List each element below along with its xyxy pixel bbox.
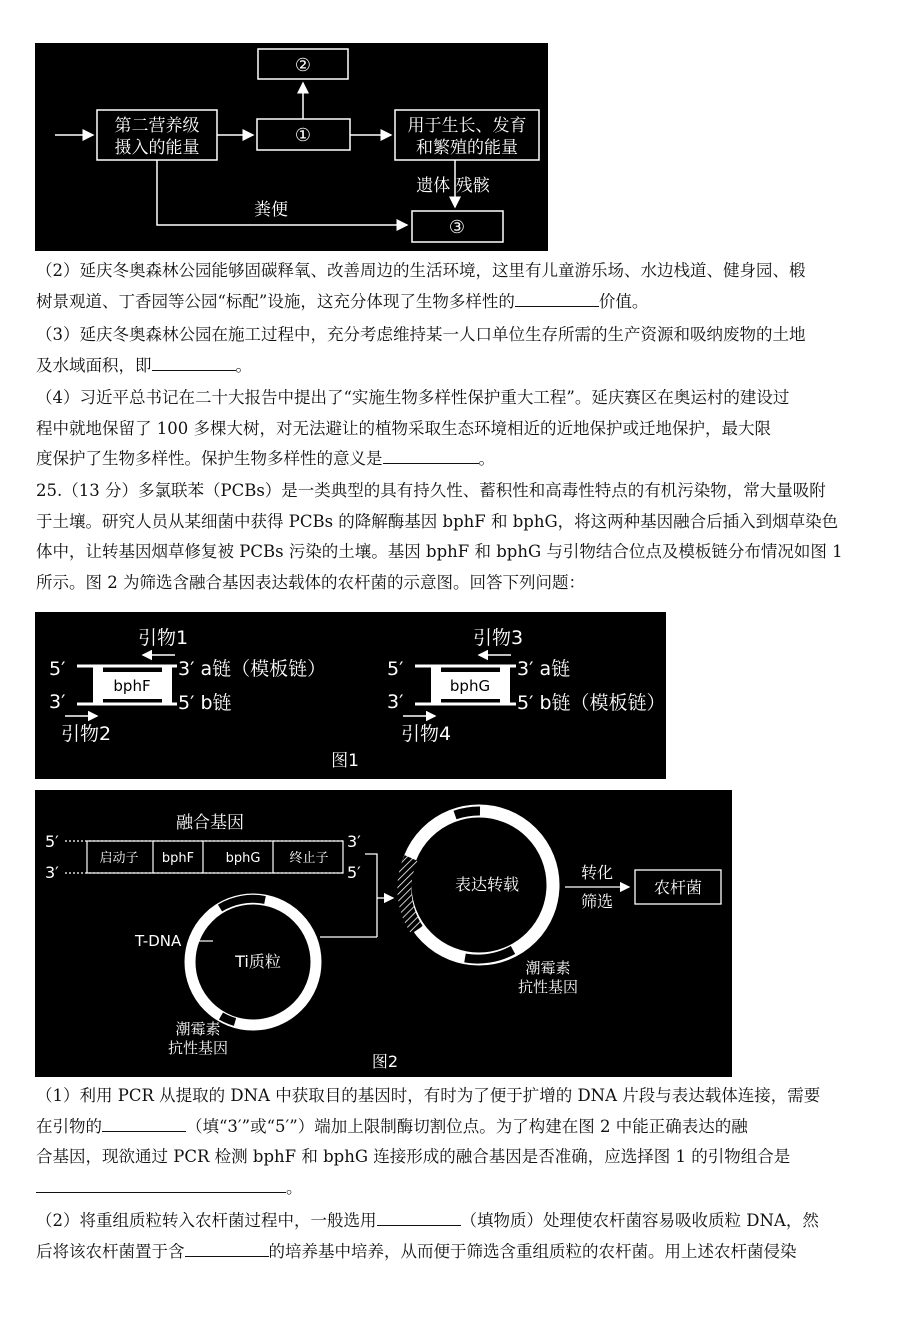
left-5prime: 5′ <box>49 658 66 680</box>
answer-blank[interactable] <box>36 1177 286 1193</box>
intake-line2: 摄入的能量 <box>114 138 200 158</box>
figure-1 <box>35 612 666 779</box>
left-b-chain-label: 5′ b链 <box>178 692 232 714</box>
q25-q1-line4-tail: 。 <box>286 1177 303 1197</box>
vector-hyg-line2: 抗性基因 <box>517 978 579 996</box>
q25-part1 <box>36 1081 866 1203</box>
label-circle3: ③ <box>448 217 466 238</box>
q25-q1-line2-head: 在引物的 <box>36 1116 102 1136</box>
answer-blank[interactable] <box>102 1116 186 1132</box>
q25-q2-line2-tail: 的培养基中培养，从而便于筛选含重组质粒的农杆菌。用上述农杆菌侵染 <box>268 1241 797 1261</box>
q24-p2-line1: （2）延庆冬奥森林公园能够固碳释氧、改善周边的生活环境，这里有儿童游乐场、水边栈道、健身园、 <box>36 261 789 280</box>
q24-p2-tail: 价值。 <box>598 291 649 311</box>
construct-3prime-left: 3′ <box>45 863 59 882</box>
q25-intro-line1: 25.（13 分）多氯联苯（PCBs）是一类典型的具有持久性、蓄积性和高毒性特点的有机污染物，常大量吸附 <box>36 481 826 500</box>
answer-blank[interactable] <box>383 448 479 464</box>
figure-2 <box>35 790 732 1077</box>
right-3prime: 3′ <box>387 691 404 713</box>
q24-p3-line1: （3）延庆冬奥森林公园在施工过程中，充分考虑维持某一人口单位生存所需的生产资源和吸纳废物的土地 <box>36 325 806 344</box>
label-primer1: 引物1 <box>138 627 189 649</box>
right-b-template-label: 5′ b链（模板链） <box>517 692 666 714</box>
energy-flow-diagram <box>35 43 548 251</box>
vector-hyg-line1: 潮霉素 <box>525 959 571 977</box>
q25-q2-line2-head: 后将该农杆菌置于含 <box>36 1241 185 1261</box>
answer-blank[interactable] <box>152 355 236 371</box>
answer-blank[interactable] <box>515 291 599 307</box>
construct-5prime-right: 5′ <box>347 863 361 882</box>
q25-q1-line2-tail: （填“3′”或“5′”）端加上限制酶切割位点。为了构建在图 2 中能正确表达的融 <box>186 1116 748 1136</box>
q24-p4-tail: 。 <box>478 449 495 468</box>
label-feces: 粪便 <box>254 200 288 220</box>
segment-bphg: bphG <box>225 851 261 866</box>
label-primer3: 引物3 <box>473 627 524 649</box>
segment-terminator: 终止子 <box>289 851 329 866</box>
q25-intro-line3: 体中，让转基因烟草修复被 PCBs 污染的土壤。基因 bphF 和 bphG 与引物结合位点及模板链分布情况如图 1 <box>36 542 843 561</box>
q24-part2 <box>36 256 866 317</box>
label-remains: 遗体 残骸 <box>416 176 490 196</box>
right-5prime: 5′ <box>387 658 404 680</box>
intake-line1: 第二营养级 <box>114 116 200 136</box>
q24-p3-tail: 。 <box>235 355 252 375</box>
expression-vector-label: 表达转载 <box>454 875 520 894</box>
fusion-gene-title: 融合基因 <box>176 813 244 833</box>
figure-1-caption: 图1 <box>331 751 359 771</box>
tdna-label: T-DNA <box>135 932 182 950</box>
growth-line1: 用于生长、发育 <box>407 116 527 136</box>
ti-plasmid-label: Ti质粒 <box>235 952 281 971</box>
q25-intro-line4: 所示。图 2 为筛选含融合基因表达载体的农杆菌的示意图。回答下列问题： <box>36 572 585 592</box>
ti-hyg-line1: 潮霉素 <box>175 1020 221 1038</box>
q25-q2-line1-tail: （填物质）处理使农杆菌容易吸收质粒 DNA，然 <box>460 1211 819 1230</box>
q25-part2 <box>36 1206 866 1267</box>
construct-3prime-right: 3′ <box>347 832 361 851</box>
energy-flow-svg <box>35 43 548 251</box>
q25-intro <box>36 476 866 598</box>
q24-p3-line2: 及水域面积，即 <box>36 355 152 375</box>
figure-1-svg <box>35 612 666 779</box>
transform-label: 转化 <box>580 863 614 882</box>
answer-blank[interactable] <box>185 1241 269 1257</box>
q24-part3 <box>36 320 866 381</box>
gene-bphf-label: bphF <box>113 677 151 695</box>
construct-5prime-left: 5′ <box>45 832 59 851</box>
q24-p2-line2: 树景观道、丁香园等公园“标配”设施，这充分体现了生物多样性的 <box>36 291 515 311</box>
agrobacterium-label: 农杆菌 <box>653 878 703 897</box>
q24-p4-line1: （4）习近平总书记在二十大报告中提出了“实施生物多样性保护重大工程”。延庆赛区在奥运村的建设过 <box>36 388 790 407</box>
gene-bphg-label: bphG <box>449 677 491 695</box>
label-circle1: ① <box>294 125 312 146</box>
q25-intro-line2: 于土壤。研究人员从某细菌中获得 PCBs 的降解酶基因 bphF 和 bphG，将这两种基因融合后插入到烟草染色 <box>36 511 839 531</box>
figure-2-svg <box>35 790 732 1077</box>
right-a-chain-label: 3′ a链 <box>517 658 571 680</box>
q24-p4-line3: 度保护了生物多样性。保护生物多样性的意义是 <box>36 449 383 468</box>
q25-q2-line1-head: （2）将重组质粒转入农杆菌过程中，一般选用 <box>36 1211 377 1230</box>
answer-blank[interactable] <box>377 1210 461 1226</box>
left-a-template-label: 3′ a链（模板链） <box>178 658 327 680</box>
growth-line2: 和繁殖的能量 <box>416 138 518 158</box>
figure-2-caption: 图2 <box>371 1052 399 1071</box>
label-primer4: 引物4 <box>401 723 452 745</box>
segment-promoter: 启动子 <box>99 851 139 866</box>
q24-p2-linebreak-char: 椴 <box>789 261 806 280</box>
q25-q1-line3: 合基因，现欲通过 PCR 检测 bphF 和 bphG 连接形成的融合基因是否准确，应选择图 1 的引物组合是 <box>36 1147 791 1166</box>
label-circle2: ② <box>294 55 312 76</box>
segment-bphf: bphF <box>161 851 195 866</box>
ti-hyg-line2: 抗性基因 <box>167 1039 229 1057</box>
left-3prime: 3′ <box>49 691 66 713</box>
q25-q1-line1: （1）利用 PCR 从提取的 DNA 中获取目的基因时，有时为了便于扩增的 DNA 片段与表达载体连接，需要 <box>36 1086 821 1105</box>
q24-p4-line2: 程中就地保留了 100 多棵大树，对无法避让的植物采取生态环境相近的近地保护或迁地保护，最大限 <box>36 418 771 438</box>
screen-label: 筛选 <box>580 892 614 911</box>
q24-part4 <box>36 383 866 475</box>
label-primer2: 引物2 <box>61 723 112 745</box>
